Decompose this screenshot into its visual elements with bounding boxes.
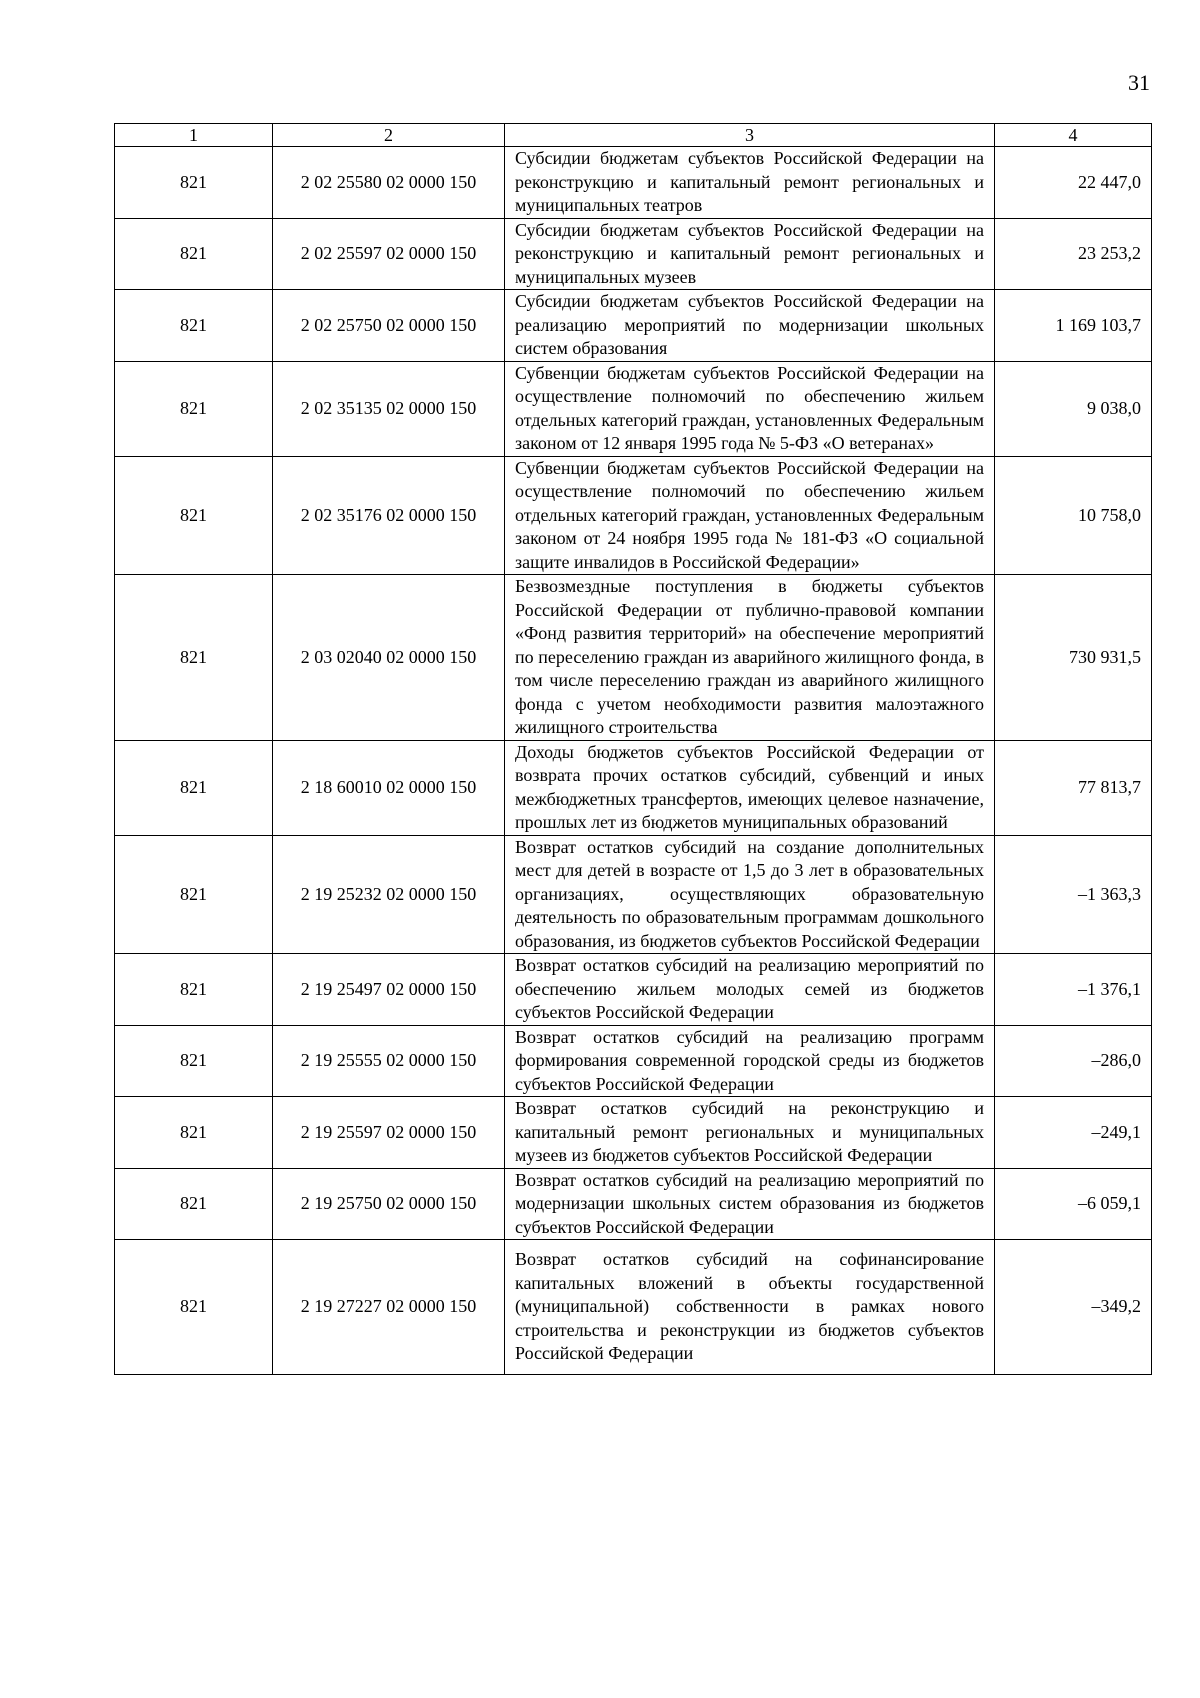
table-row	[115, 361, 1152, 456]
admin-code-cell: 821	[115, 1168, 273, 1240]
description-cell: Доходы бюджетов субъектов Российской Федерации от возврата прочих остатков субсидий, субвенций и иных межбюджетных трансфертов, имеющих целевое назначение, прошлых лет из бюджетов муниципальных образований	[505, 740, 995, 835]
table-row	[115, 218, 1152, 290]
admin-code-cell: 821	[115, 835, 273, 954]
amount-cell: –6 059,1	[995, 1168, 1152, 1240]
amount-cell: 730 931,5	[995, 575, 1152, 741]
description-cell: Возврат остатков субсидий на реализацию программ формирования современной городской среды из бюджетов субъектов Российской Федерации	[505, 1025, 995, 1097]
budget-revenue-table	[114, 123, 1152, 1375]
table-row	[115, 835, 1152, 954]
admin-code-cell: 821	[115, 1097, 273, 1169]
revenue-code-cell: 2 19 25497 02 0000 150	[273, 954, 505, 1026]
revenue-code-cell: 2 02 25750 02 0000 150	[273, 290, 505, 362]
admin-code-cell: 821	[115, 954, 273, 1026]
table-row	[115, 740, 1152, 835]
revenue-code-cell: 2 02 35135 02 0000 150	[273, 361, 505, 456]
description-cell: Субвенции бюджетам субъектов Российской Федерации на осуществление полномочий по обеспечению жильем отдельных категорий граждан, установленных Федеральным законом от 12 января 1995 года № 5-ФЗ «О ветеранах»	[505, 361, 995, 456]
revenue-code-cell: 2 19 25555 02 0000 150	[273, 1025, 505, 1097]
amount-cell: 77 813,7	[995, 740, 1152, 835]
table-row	[115, 1168, 1152, 1240]
description-cell: Возврат остатков субсидий на реализацию мероприятий по обеспечению жильем молодых семей из бюджетов субъектов Российской Федерации	[505, 954, 995, 1026]
revenue-code-cell: 2 02 25580 02 0000 150	[273, 147, 505, 219]
page-number: 31	[1128, 70, 1150, 95]
admin-code-cell: 821	[115, 575, 273, 741]
revenue-code-cell: 2 02 25597 02 0000 150	[273, 218, 505, 290]
description-cell: Субвенции бюджетам субъектов Российской Федерации на осуществление полномочий по обеспечению жильем отдельных категорий граждан, установленных Федеральным законом от 24 ноября 1995 года № 181-ФЗ «О социальной защите инвалидов в Российской Федерации»	[505, 456, 995, 575]
amount-cell: –1 363,3	[995, 835, 1152, 954]
admin-code-cell: 821	[115, 1025, 273, 1097]
description-cell: Возврат остатков субсидий на создание дополнительных мест для детей в возрасте от 1,5 до 3 лет в образовательных организациях, осуществляющих образовательную деятельность по образовательным программам дошкольного образования, из бюджетов субъектов Российской Федерации	[505, 835, 995, 954]
admin-code-cell: 821	[115, 147, 273, 219]
amount-cell: 10 758,0	[995, 456, 1152, 575]
revenue-code-cell: 2 18 60010 02 0000 150	[273, 740, 505, 835]
table-row	[115, 1240, 1152, 1375]
amount-cell: –249,1	[995, 1097, 1152, 1169]
table-row	[115, 1097, 1152, 1169]
amount-cell: 23 253,2	[995, 218, 1152, 290]
description-cell: Субсидии бюджетам субъектов Российской Федерации на реконструкцию и капитальный ремонт региональных и муниципальных музеев	[505, 218, 995, 290]
column-header-3: 3	[505, 124, 995, 147]
amount-cell: –1 376,1	[995, 954, 1152, 1026]
amount-cell: –286,0	[995, 1025, 1152, 1097]
description-cell: Субсидии бюджетам субъектов Российской Федерации на реализацию мероприятий по модернизации школьных систем образования	[505, 290, 995, 362]
amount-cell: 22 447,0	[995, 147, 1152, 219]
column-header-2: 2	[273, 124, 505, 147]
amount-cell: 9 038,0	[995, 361, 1152, 456]
revenue-code-cell: 2 02 35176 02 0000 150	[273, 456, 505, 575]
revenue-code-cell: 2 19 27227 02 0000 150	[273, 1240, 505, 1375]
admin-code-cell: 821	[115, 290, 273, 362]
column-header-1: 1	[115, 124, 273, 147]
description-cell: Возврат остатков субсидий на реализацию мероприятий по модернизации школьных систем образования из бюджетов субъектов Российской Федерации	[505, 1168, 995, 1240]
column-header-4: 4	[995, 124, 1152, 147]
table-row	[115, 147, 1152, 219]
table-row	[115, 954, 1152, 1026]
description-cell: Безвозмездные поступления в бюджеты субъектов Российской Федерации от публично-правовой компании «Фонд развития территорий» на обеспечение мероприятий по переселению граждан из аварийного жилищного фонда, в том числе переселению граждан из аварийного жилищного фонда с учетом необходимости развития малоэтажного жилищного строительства	[505, 575, 995, 741]
revenue-code-cell: 2 19 25232 02 0000 150	[273, 835, 505, 954]
table-row	[115, 290, 1152, 362]
table-header-row	[115, 124, 1152, 147]
admin-code-cell: 821	[115, 218, 273, 290]
revenue-code-cell: 2 03 02040 02 0000 150	[273, 575, 505, 741]
admin-code-cell: 821	[115, 361, 273, 456]
table-row	[115, 1025, 1152, 1097]
revenue-code-cell: 2 19 25750 02 0000 150	[273, 1168, 505, 1240]
description-cell: Возврат остатков субсидий на софинансирование капитальных вложений в объекты государственной (муниципальной) собственности в рамках нового строительства и реконструкции из бюджетов субъектов Российской Федерации	[505, 1240, 995, 1375]
description-cell: Субсидии бюджетам субъектов Российской Федерации на реконструкцию и капитальный ремонт региональных и муниципальных театров	[505, 147, 995, 219]
amount-cell: –349,2	[995, 1240, 1152, 1375]
table-row	[115, 456, 1152, 575]
admin-code-cell: 821	[115, 456, 273, 575]
revenue-code-cell: 2 19 25597 02 0000 150	[273, 1097, 505, 1169]
admin-code-cell: 821	[115, 740, 273, 835]
amount-cell: 1 169 103,7	[995, 290, 1152, 362]
admin-code-cell: 821	[115, 1240, 273, 1375]
description-cell: Возврат остатков субсидий на реконструкцию и капитальный ремонт региональных и муниципальных музеев из бюджетов субъектов Российской Федерации	[505, 1097, 995, 1169]
table-row	[115, 575, 1152, 741]
